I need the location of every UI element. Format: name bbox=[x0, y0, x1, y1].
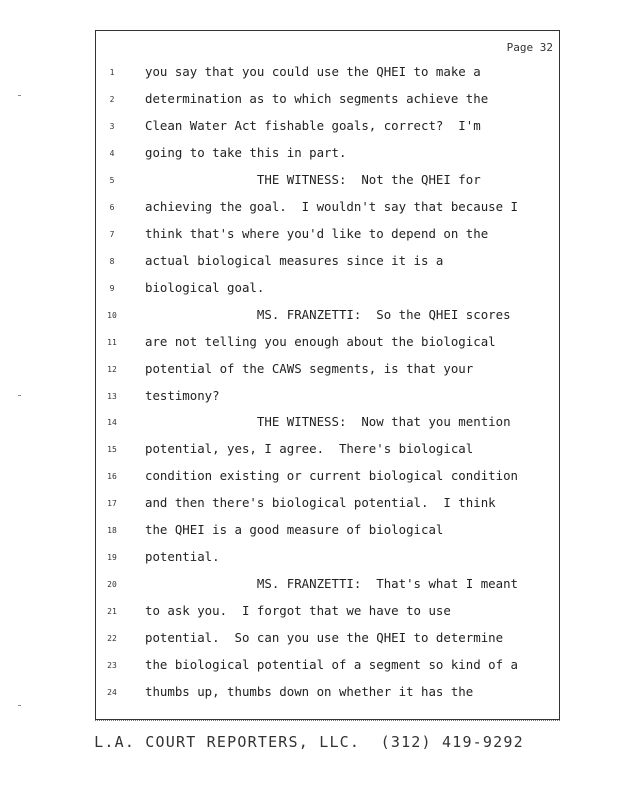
line-number: 17 bbox=[107, 499, 117, 509]
transcript-line bbox=[96, 468, 561, 488]
line-text: condition existing or current biological condition bbox=[145, 468, 518, 484]
line-number: 14 bbox=[107, 418, 117, 428]
court-reporter-footer: L.A. COURT REPORTERS, LLC. (312) 419-9292 bbox=[94, 733, 524, 751]
line-text: testimony? bbox=[145, 387, 220, 403]
transcript-line bbox=[96, 495, 561, 515]
margin-mark bbox=[18, 95, 21, 96]
line-text: achieving the goal. I wouldn't say that because I bbox=[145, 198, 518, 214]
line-number: 3 bbox=[109, 121, 115, 131]
transcript-line bbox=[96, 630, 561, 650]
line-text: potential. bbox=[145, 549, 220, 565]
line-text: going to take this in part. bbox=[145, 144, 347, 160]
line-text: MS. FRANZETTI: That's what I meant bbox=[145, 576, 518, 592]
transcript-line bbox=[96, 334, 561, 354]
transcript-page bbox=[95, 30, 560, 720]
transcript-line bbox=[96, 441, 561, 461]
page-number: Page 32 bbox=[506, 41, 553, 54]
line-number: 24 bbox=[107, 688, 117, 698]
transcript-line bbox=[96, 280, 561, 300]
transcript-line bbox=[96, 522, 561, 542]
margin-mark bbox=[18, 395, 21, 396]
line-text: potential, yes, I agree. There's biological bbox=[145, 441, 474, 457]
transcript-line bbox=[96, 64, 561, 84]
line-number: 10 bbox=[107, 310, 117, 320]
line-number: 12 bbox=[107, 364, 117, 374]
transcript-line bbox=[96, 226, 561, 246]
transcript-line bbox=[96, 118, 561, 138]
line-text: potential. So can you use the QHEI to determine bbox=[145, 630, 504, 646]
line-number: 7 bbox=[109, 229, 115, 239]
transcript-line bbox=[96, 388, 561, 408]
transcript-line bbox=[96, 576, 561, 596]
line-number: 22 bbox=[107, 634, 117, 644]
line-text: and then there's biological potential. I think bbox=[145, 495, 496, 511]
transcript-line bbox=[96, 603, 561, 623]
transcript-line bbox=[96, 657, 561, 677]
line-number: 1 bbox=[109, 68, 115, 77]
page-bottom-border bbox=[95, 720, 560, 724]
line-number: 18 bbox=[107, 526, 117, 536]
line-text: are not telling you enough about the biological bbox=[145, 333, 496, 349]
line-text: potential of the CAWS segments, is that your bbox=[145, 360, 474, 376]
line-text: determination as to which segments achieve the bbox=[145, 90, 489, 106]
line-number: 23 bbox=[107, 661, 117, 671]
line-number: 6 bbox=[109, 202, 115, 212]
line-text: Clean Water Act fishable goals, correct? I'm bbox=[145, 117, 481, 133]
line-text: biological goal. bbox=[145, 279, 265, 295]
transcript-line bbox=[96, 414, 561, 434]
transcript-line bbox=[96, 307, 561, 327]
margin-mark bbox=[18, 705, 21, 706]
transcript-line bbox=[96, 549, 561, 569]
line-text: the biological potential of a segment so kind of a bbox=[145, 657, 518, 673]
line-number: 4 bbox=[109, 148, 115, 158]
line-text: thumbs up, thumbs down on whether it has the bbox=[145, 684, 474, 700]
line-number: 19 bbox=[107, 553, 117, 563]
line-number: 9 bbox=[109, 283, 115, 293]
line-number: 8 bbox=[109, 256, 115, 266]
line-text: think that's where you'd like to depend on the bbox=[145, 225, 489, 241]
transcript-line bbox=[96, 172, 561, 192]
line-text: you say that you could use the QHEI to make a bbox=[145, 64, 481, 79]
line-number: 21 bbox=[107, 607, 117, 617]
line-text: to ask you. I forgot that we have to use bbox=[145, 603, 451, 619]
line-number: 20 bbox=[107, 580, 117, 590]
line-number: 2 bbox=[109, 94, 115, 104]
line-text: THE WITNESS: Not the QHEI for bbox=[145, 171, 481, 187]
transcript-line bbox=[96, 91, 561, 111]
transcript-line bbox=[96, 253, 561, 273]
transcript-line bbox=[96, 684, 561, 704]
line-text: the QHEI is a good measure of biological bbox=[145, 522, 444, 538]
line-number: 13 bbox=[107, 391, 117, 401]
transcript-line bbox=[96, 361, 561, 381]
transcript-line bbox=[96, 199, 561, 219]
line-text: THE WITNESS: Now that you mention bbox=[145, 414, 511, 430]
line-number: 5 bbox=[109, 175, 115, 185]
line-text: MS. FRANZETTI: So the QHEI scores bbox=[145, 306, 511, 322]
line-text: actual biological measures since it is a bbox=[145, 252, 444, 268]
line-number: 11 bbox=[107, 337, 117, 347]
transcript-line bbox=[96, 145, 561, 165]
line-number: 15 bbox=[107, 445, 117, 455]
line-number: 16 bbox=[107, 472, 117, 482]
